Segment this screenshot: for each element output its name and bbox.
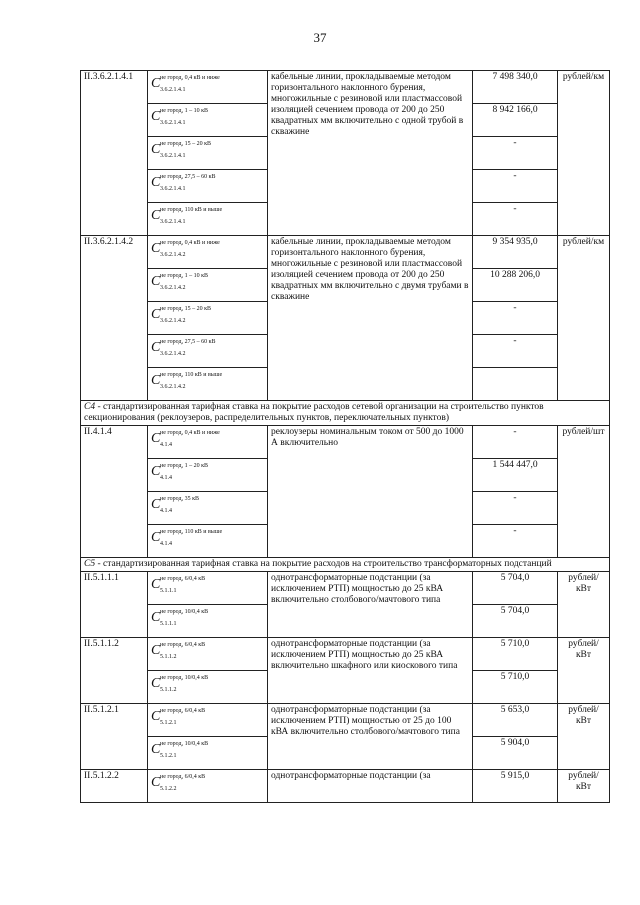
item-description: кабельные линии, прокладываемые методом горизонтального наклонного бурения, многожильные с резиновой или пластмассовой изоляцией сечением провода от 200 до 250 квадратных мм включительно с одной трубой в скважине (268, 71, 473, 236)
rate-formula (151, 573, 264, 601)
rate-value: 5 653,0 (473, 704, 558, 737)
unit-of-measure: рублей/км (558, 71, 610, 236)
rate-value: 5 704,0 (473, 605, 558, 638)
rate-superscript: не город, 1 – 10 кВ (160, 108, 208, 114)
item-description: однотрансформаторные подстанции (за исключением РТП) мощностью до 25 кВА включительно столбового/мачтового типа (268, 572, 473, 638)
rate-value: 7 498 340,0 (473, 71, 558, 104)
rate-symbol-cell (148, 335, 268, 368)
rate-symbol-cell (148, 671, 268, 704)
rate-formula (151, 204, 264, 232)
rate-superscript: не город, 1 – 20 кВ (160, 463, 208, 469)
table-row (81, 770, 610, 803)
rate-formula (151, 237, 264, 265)
rate-value: - (473, 426, 558, 459)
unit-of-measure: рублей/км (558, 236, 610, 401)
rate-symbol-cell (148, 104, 268, 137)
rate-formula (151, 72, 264, 100)
rate-symbol: C (151, 109, 161, 124)
rate-symbol-cell (148, 368, 268, 401)
unit-of-measure: рублей/кВт (558, 770, 610, 803)
item-description: однотрансформаторные подстанции (за исключением РТП) мощностью до 25 кВА включительно шкафного или киоскового типа (268, 638, 473, 704)
rate-superscript: не город, 10/0,4 кВ (160, 675, 209, 681)
table-row (81, 71, 610, 104)
unit-of-measure: рублей/шт (558, 426, 610, 558)
rate-symbol-cell (148, 302, 268, 335)
rate-superscript: не город, 6/0,4 кВ (160, 708, 206, 714)
rate-symbol-cell (148, 572, 268, 605)
item-description: реклоузеры номинальным током от 500 до 1000 А включительно (268, 426, 473, 558)
rate-value: 5 710,0 (473, 638, 558, 671)
rate-value: - (473, 492, 558, 525)
rate-symbol: C (151, 610, 161, 625)
rate-symbol: C (151, 373, 161, 388)
rate-formula (151, 460, 264, 488)
table-row (81, 572, 610, 605)
rate-superscript: не город, 6/0,4 кВ (160, 642, 206, 648)
table-row (81, 638, 610, 671)
rate-superscript: не город, 1 – 10 кВ (160, 273, 208, 279)
rate-value: - (473, 335, 558, 368)
rate-superscript: не город, 10/0,4 кВ (160, 741, 209, 747)
rate-symbol-cell (148, 605, 268, 638)
section-heading (81, 558, 610, 572)
rate-symbol: C (151, 742, 161, 757)
rate-subscript: 3.6.2.1.4.2 (160, 285, 186, 291)
item-code: II.3.6.2.1.4.2 (81, 236, 148, 401)
rate-subscript: 3.6.2.1.4.2 (160, 318, 186, 324)
rate-subscript: 3.6.2.1.4.1 (160, 120, 186, 126)
rate-superscript: не город, 0,4 кВ и ниже (160, 240, 220, 246)
rate-subscript: 5.1.2.2 (160, 786, 177, 792)
table-row (81, 426, 610, 459)
rate-value: 5 710,0 (473, 671, 558, 704)
rate-symbol-cell (148, 203, 268, 236)
rate-subscript: 5.1.1.2 (160, 687, 177, 693)
rate-symbol: C (151, 775, 161, 790)
rate-value: - (473, 137, 558, 170)
rate-symbol: C (151, 464, 161, 479)
rate-value: - (473, 525, 558, 558)
rate-formula (151, 105, 264, 133)
item-code: II.4.1.4 (81, 426, 148, 558)
tariff-rate-table (80, 70, 610, 803)
rate-symbol-cell (148, 638, 268, 671)
rate-symbol: C (151, 274, 161, 289)
rate-formula (151, 526, 264, 554)
rate-superscript: не город, 6/0,4 кВ (160, 576, 206, 582)
rate-symbol: C (151, 530, 161, 545)
rate-value (473, 368, 558, 401)
rate-formula (151, 606, 264, 634)
unit-of-measure: рублей/кВт (558, 572, 610, 638)
unit-of-measure: рублей/кВт (558, 638, 610, 704)
rate-symbol-cell (148, 170, 268, 203)
unit-of-measure: рублей/кВт (558, 704, 610, 770)
rate-subscript: 3.6.2.1.4.1 (160, 153, 186, 159)
rate-symbol-cell (148, 525, 268, 558)
rate-value: - (473, 170, 558, 203)
section-heading-row (81, 401, 610, 426)
rate-value: 8 942 166,0 (473, 104, 558, 137)
rate-subscript: 5.1.2.1 (160, 753, 177, 759)
page-number: 37 (313, 30, 327, 45)
rate-subscript: 3.6.2.1.4.2 (160, 351, 186, 357)
rate-symbol: C (151, 142, 161, 157)
rate-superscript: не город, 27,5 – 60 кВ (160, 339, 216, 345)
rate-symbol: C (151, 175, 161, 190)
rate-value: 10 288 206,0 (473, 269, 558, 302)
rate-symbol: C (151, 676, 161, 691)
rate-symbol-cell (148, 71, 268, 104)
rate-subscript: 3.6.2.1.4.1 (160, 219, 186, 225)
rate-subscript: 5.1.1.1 (160, 588, 177, 594)
rate-formula (151, 738, 264, 766)
section-symbol: C5 (84, 559, 96, 569)
rate-subscript: 4.1.4 (160, 475, 172, 481)
rate-formula (151, 138, 264, 166)
rate-value: 1 544 447,0 (473, 459, 558, 492)
rate-symbol: C (151, 241, 161, 256)
table-row (81, 704, 610, 737)
rate-symbol-cell (148, 459, 268, 492)
rate-superscript: не город, 110 кВ и выше (160, 372, 223, 378)
item-code: II.5.1.2.1 (81, 704, 148, 770)
item-code: II.3.6.2.1.4.1 (81, 71, 148, 236)
rate-symbol: C (151, 709, 161, 724)
rate-formula (151, 493, 264, 521)
rate-value: - (473, 302, 558, 335)
rate-symbol-cell (148, 426, 268, 459)
rate-value: 9 354 935,0 (473, 236, 558, 269)
rate-symbol-cell (148, 269, 268, 302)
item-description: кабельные линии, прокладываемые методом горизонтального наклонного бурения, многожильные с резиновой или пластмассовой изоляцией сечением провода от 200 до 250 квадратных мм включительно с двумя трубами в скважине (268, 236, 473, 401)
rate-subscript: 4.1.4 (160, 541, 172, 547)
rate-subscript: 3.6.2.1.4.1 (160, 87, 186, 93)
rate-superscript: не город, 0,4 кВ и ниже (160, 75, 220, 81)
rate-formula (151, 705, 264, 733)
item-description: однотрансформаторные подстанции (за исключением РТП) мощностью от 25 до 100 кВА включительно столбового/мачтового типа (268, 704, 473, 770)
rate-formula (151, 336, 264, 364)
rate-value: - (473, 203, 558, 236)
rate-symbol: C (151, 340, 161, 355)
rate-subscript: 4.1.4 (160, 508, 172, 514)
rate-superscript: не город, 35 кВ (160, 496, 199, 502)
rate-symbol: C (151, 307, 161, 322)
rate-formula (151, 427, 264, 455)
rate-superscript: не город, 110 кВ и выше (160, 529, 223, 535)
table-row (81, 236, 610, 269)
item-code: II.5.1.1.1 (81, 572, 148, 638)
rate-symbol-cell (148, 236, 268, 269)
rate-symbol-cell (148, 770, 268, 803)
section-text: - стандартизированная тарифная ставка на покрытие расходов на строительство трансформаторных подстанций (95, 559, 552, 569)
rate-symbol-cell (148, 137, 268, 170)
item-description: однотрансформаторные подстанции (за (268, 770, 473, 803)
rate-symbol: C (151, 76, 161, 91)
item-code: II.5.1.1.2 (81, 638, 148, 704)
rate-symbol: C (151, 208, 161, 223)
rate-subscript: 3.6.2.1.4.2 (160, 384, 186, 390)
rate-formula (151, 303, 264, 331)
rate-formula (151, 270, 264, 298)
rate-subscript: 3.6.2.1.4.1 (160, 186, 186, 192)
rate-value: 5 704,0 (473, 572, 558, 605)
rate-subscript: 5.1.2.1 (160, 720, 177, 726)
rate-symbol-cell (148, 492, 268, 525)
rate-superscript: не город, 10/0,4 кВ (160, 609, 209, 615)
section-heading (81, 401, 610, 426)
rate-value: 5 915,0 (473, 770, 558, 803)
rate-symbol: C (151, 577, 161, 592)
rate-subscript: 4.1.4 (160, 442, 172, 448)
rate-symbol: C (151, 497, 161, 512)
rate-superscript: не город, 6/0,4 кВ (160, 774, 206, 780)
rate-value: 5 904,0 (473, 737, 558, 770)
rate-symbol-cell (148, 737, 268, 770)
rate-superscript: не город, 27,5 – 60 кВ (160, 174, 216, 180)
rate-subscript: 3.6.2.1.4.2 (160, 252, 186, 258)
section-symbol: C4 (84, 402, 96, 412)
rate-subscript: 5.1.1.1 (160, 621, 177, 627)
rate-symbol: C (151, 643, 161, 658)
item-code: II.5.1.2.2 (81, 770, 148, 803)
rate-formula (151, 771, 264, 799)
rate-superscript: не город, 0,4 кВ и ниже (160, 430, 220, 436)
rate-superscript: не город, 110 кВ и выше (160, 207, 223, 213)
rate-formula (151, 171, 264, 199)
rate-formula (151, 639, 264, 667)
rate-superscript: не город, 15 – 20 кВ (160, 306, 211, 312)
rate-formula (151, 369, 264, 397)
rate-subscript: 5.1.1.2 (160, 654, 177, 660)
rate-symbol-cell (148, 704, 268, 737)
rate-formula (151, 672, 264, 700)
rate-superscript: не город, 15 – 20 кВ (160, 141, 211, 147)
section-heading-row (81, 558, 610, 572)
rate-symbol: C (151, 431, 161, 446)
section-text: - стандартизированная тарифная ставка на покрытие расходов сетевой организации на строительство пунктов секционирования (реклоузеров, распределительных пунктов, переключательных пунктов) (84, 402, 544, 423)
